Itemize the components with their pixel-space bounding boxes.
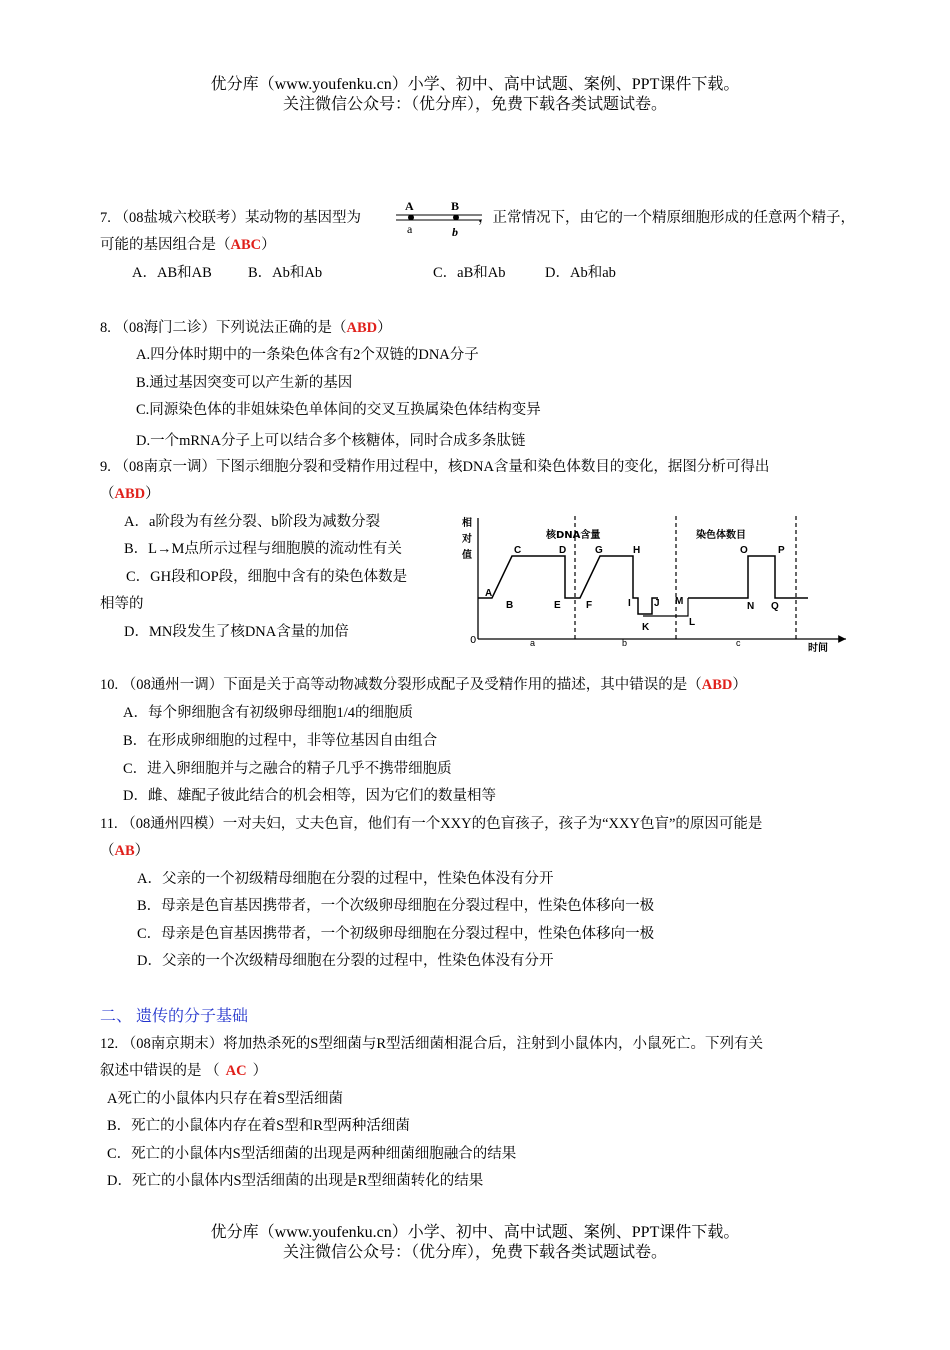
q7-stem-c <box>100 233 276 254</box>
gene-top-right: B <box>451 199 460 213</box>
q9-option-a: A．a阶段为有丝分裂、b阶段为减数分裂 <box>124 514 381 530</box>
point-J: J <box>654 598 660 609</box>
point-B: B <box>506 600 514 611</box>
q12-stem-b-text: 叙述中错误的是 （ <box>100 1063 220 1079</box>
q11-option-a: A．父亲的一个初级精母细胞在分裂的过程中，性染色体没有分开 <box>137 871 554 887</box>
q10-option-b: B．在形成卵细胞的过程中，非等位基因自由组合 <box>123 733 438 749</box>
q10-close: ） <box>732 677 747 693</box>
q8-option-d: D.一个mRNA分子上可以结合多个核糖体，同时合成多条肽链 <box>136 433 526 449</box>
q7-stem-b: ，正常情况下，由它的一个精原细胞形成的任意两个精子， <box>478 210 855 226</box>
q10-option-a: A．每个卵细胞含有初级卵母细胞1/4的细胞质 <box>123 705 413 721</box>
stage-c: c <box>736 638 741 648</box>
q8-answer: ABD <box>346 320 378 336</box>
q7-close: ） <box>261 237 276 253</box>
point-A: A <box>485 588 493 599</box>
dna-content-line <box>478 556 658 614</box>
q11-option-d: D．父亲的一个次级精母细胞在分裂的过程中，性染色体没有分开 <box>137 953 554 969</box>
q7-option-b: B．Ab和Ab <box>248 265 323 281</box>
point-N: N <box>747 601 755 612</box>
q8-stem <box>100 316 392 337</box>
origin-label: 0 <box>470 635 477 646</box>
y-label-1: 相 <box>462 518 472 529</box>
q11-answer: AB <box>114 843 135 859</box>
q11-option-c: C．母亲是色盲基因携带者，一个初级卵母细胞在分裂过程中，性染色体移向一极 <box>137 926 655 942</box>
q7-stem-a: 7. （08盐城六校联考）某动物的基因型为 <box>100 210 361 226</box>
q9-close: ） <box>145 486 160 502</box>
q12-option-c: C．死亡的小鼠体内S型活细菌的出现是两种细菌细胞融合的结果 <box>107 1146 517 1162</box>
q9-stem: 9. （08南京一调）下图示细胞分裂和受精作用过程中，核DNA含量和染色体数目的变化，据图分析可得出 <box>100 459 770 475</box>
point-F: F <box>586 600 593 611</box>
q12-stem-a: 12. （08南京期末）将加热杀死的S型细菌与R型活细菌相混合后，注射到小鼠体内，小鼠死亡。下列有关 <box>100 1036 763 1052</box>
point-E: E <box>554 600 561 611</box>
q12-answer: AC <box>225 1063 247 1079</box>
point-I: I <box>628 598 631 609</box>
genotype-diagram <box>394 196 484 240</box>
chart-title-dna: 核DNA含量 <box>546 530 601 541</box>
q9-open: （ <box>100 486 115 502</box>
point-Q: Q <box>771 601 779 612</box>
q8-option-a: A.四分体时期中的一条染色体含有2个双链的DNA分子 <box>136 347 479 363</box>
section-2-title: 二、 遗传的分子基础 <box>100 1008 249 1025</box>
header-line-1: 优分库（www.youfenku.cn）小学、初中、高中试题、案例、PPT课件下载。 <box>210 76 740 93</box>
stage-b: b <box>622 638 628 648</box>
gene-bottom-left: a <box>407 222 413 236</box>
point-H: H <box>633 545 641 556</box>
point-M: M <box>675 596 684 607</box>
q9-option-b: B．L→M点所示过程与细胞膜的流动性有关 <box>124 541 402 557</box>
q12-option-b: B．死亡的小鼠体内存在着S型和R型两种活细菌 <box>107 1118 410 1134</box>
point-K: K <box>642 622 650 633</box>
q8-stem-text: 8. （08海门二诊）下列说法正确的是（ <box>100 320 347 336</box>
q12-stem-b <box>100 1059 267 1080</box>
q7-option-a: A．AB和AB <box>132 265 212 281</box>
gene-top-left: A <box>405 199 414 213</box>
q11-option-b: B．母亲是色盲基因携带者，一个次级卵母细胞在分裂过程中，性染色体移向一极 <box>137 898 655 914</box>
point-L: L <box>689 617 696 628</box>
q11-stem: 11. （08通州四模）一对夫妇，丈夫色盲，他们有一个XXY的色盲孩子，孩子为“XXY色盲”的原因可能是 <box>100 816 763 832</box>
q10-option-c: C．进入卵细胞并与之融合的精子几乎不携带细胞质 <box>123 761 452 777</box>
q10-stem-text: 10. （08通州一调）下面是关于高等动物减数分裂形成配子及受精作用的描述，其中错误的是（ <box>100 677 702 693</box>
footer-line-2: 关注微信公众号：（优分库），免费下载各类试题试卷。 <box>282 1244 667 1261</box>
gene-bottom-right: b <box>452 225 458 239</box>
q12-option-a: A死亡的小鼠体内只存在着S型活细菌 <box>107 1091 344 1107</box>
q10-stem <box>100 673 747 694</box>
dna-chromosome-chart <box>458 512 853 652</box>
q12-close: ） <box>252 1063 268 1079</box>
x-label: 时间 <box>808 643 828 652</box>
point-C: C <box>514 545 522 556</box>
q10-option-d: D．雌、雄配子彼此结合的机会相等，因为它们的数量相等 <box>123 788 496 804</box>
q11-close: ） <box>134 843 150 859</box>
q8-close: ） <box>377 320 392 336</box>
q9-option-c-cont: 相等的 <box>100 596 144 612</box>
q7-stem-c-text: 可能的基因组合是（ <box>100 237 231 253</box>
footer-line-1: 优分库（www.youfenku.cn）小学、初中、高中试题、案例、PPT课件下载。 <box>210 1224 740 1241</box>
q9-answer: ABD <box>114 486 146 502</box>
q10-answer: ABD <box>701 677 733 693</box>
point-G: G <box>595 545 603 556</box>
stage-a: a <box>530 638 536 648</box>
q11-answer-line <box>100 839 149 860</box>
point-O: O <box>740 545 748 556</box>
header-line-2: 关注微信公众号：（优分库），免费下载各类试题试卷。 <box>282 96 667 113</box>
q7-option-d: D．Ab和ab <box>545 265 616 281</box>
q9-option-c: C．GH段和OP段，细胞中含有的染色体数是 <box>126 569 408 585</box>
chromosome-line <box>688 556 808 598</box>
q7-option-c: C．aB和Ab <box>433 265 506 281</box>
q11-open: （ <box>100 843 115 859</box>
point-D: D <box>559 545 567 556</box>
q9-answer-line <box>100 482 160 503</box>
q8-option-b: B.通过基因突变可以产生新的基因 <box>136 375 353 391</box>
y-label-3: 值 <box>462 550 472 561</box>
q9-option-d: D．MN段发生了核DNA含量的加倍 <box>124 624 349 640</box>
q7-answer: ABC <box>230 237 262 253</box>
point-P: P <box>778 545 785 556</box>
q12-option-d: D．死亡的小鼠体内S型活细菌的出现是R型细菌转化的结果 <box>107 1173 484 1189</box>
q8-option-c: C.同源染色体的非姐妹染色单体间的交叉互换属染色体结构变异 <box>136 402 541 418</box>
y-label-2: 对 <box>462 534 472 545</box>
chart-title-chromosome: 染色体数目 <box>696 530 746 541</box>
